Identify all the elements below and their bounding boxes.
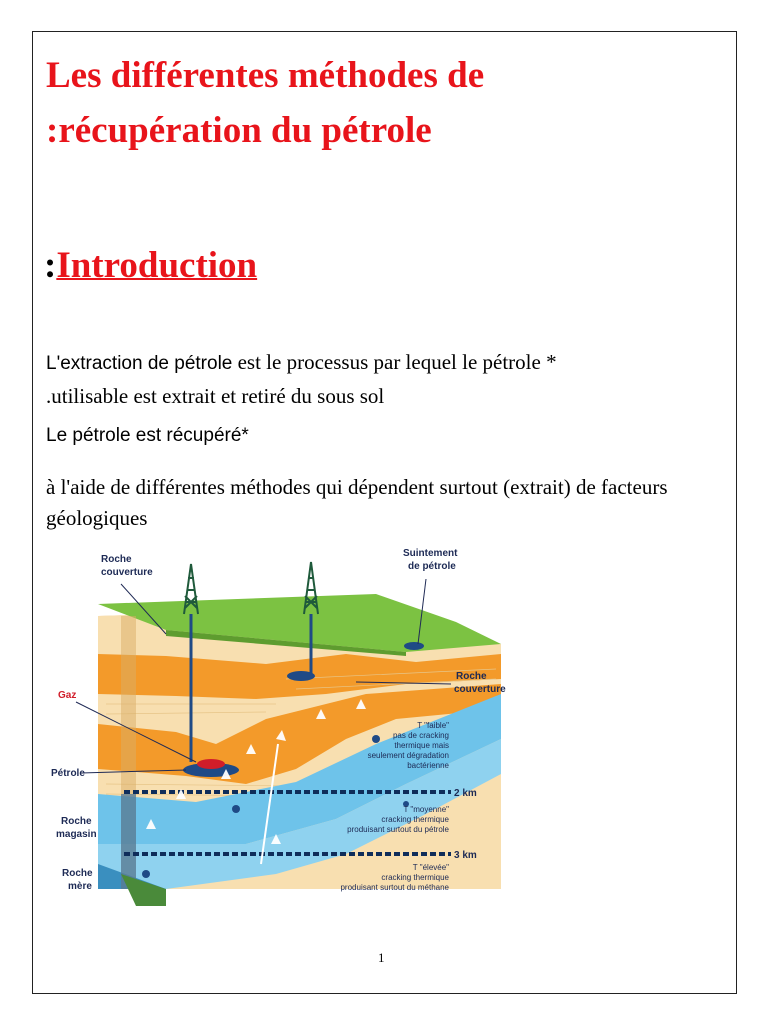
paragraph-recovered: Le pétrole est récupéré* — [46, 425, 249, 446]
label-roche-couverture-top: Roche — [101, 554, 132, 565]
label-petrole: Pétrole — [51, 768, 85, 779]
label-roche-magasin-2: magasin — [56, 829, 97, 840]
label-gaz: Gaz — [58, 690, 77, 701]
heading-text: Introduction — [56, 245, 258, 286]
zone-elevee-3: produisant surtout du méthane — [340, 883, 449, 892]
label-depth-3km: 3 km — [454, 850, 477, 861]
title-line-2: :récupération du pétrole — [46, 110, 432, 151]
zone-faible-4: seulement dégradation — [367, 751, 449, 760]
zone-faible-2: pas de cracking — [392, 731, 449, 740]
label-suintement-2: de pétrole — [408, 561, 456, 572]
zone-elevee-2: cracking thermique — [381, 873, 449, 882]
paragraph-extraction — [46, 346, 557, 412]
zone-elevee-1: T "élevée" — [412, 863, 449, 872]
label-roche-couverture-right-2: couverture — [454, 684, 506, 695]
label-roche-magasin: Roche — [61, 816, 92, 827]
zone-faible-5: bactérienne — [407, 761, 449, 770]
zone-faible-1: T "faible" — [417, 721, 449, 730]
paragraph-methods: à l'aide de différentes méthodes qui dépendent surtout (extrait) de facteurs géologiques — [46, 475, 668, 530]
zone-moyenne-3: produisant surtout du pétrole — [347, 825, 449, 834]
gas-cap — [197, 759, 225, 769]
paragraph-extraction-rest: est le processus par lequel le pétrole * — [232, 350, 557, 374]
zone-moyenne-1: T "moyenne" — [403, 805, 449, 814]
title-line-1: Les différentes méthodes de — [46, 55, 485, 96]
label-suintement: Suintement — [403, 548, 458, 559]
page-number: 1 — [378, 950, 385, 965]
zone-faible-3: thermique mais — [394, 741, 449, 750]
label-depth-2km: 2 km — [454, 788, 477, 799]
label-roche-mere: Roche — [62, 868, 93, 879]
geology-block — [98, 594, 501, 906]
paragraph-extraction-line2: .utilisable est extrait et retiré du sous sol — [46, 384, 385, 408]
section-heading-introduction — [44, 244, 257, 287]
label-roche-mere-2: mère — [68, 881, 92, 892]
paragraph-extraction-lead: L'extraction de pétrole — [46, 353, 233, 374]
zone-moyenne-2: cracking thermique — [381, 815, 449, 824]
label-roche-couverture-top-2: couverture — [101, 567, 153, 578]
oil-reservoir-diagram — [46, 544, 506, 912]
page-title — [46, 48, 484, 158]
heading-prefix: : — [44, 245, 57, 286]
label-roche-couverture-right: Roche — [456, 671, 487, 682]
